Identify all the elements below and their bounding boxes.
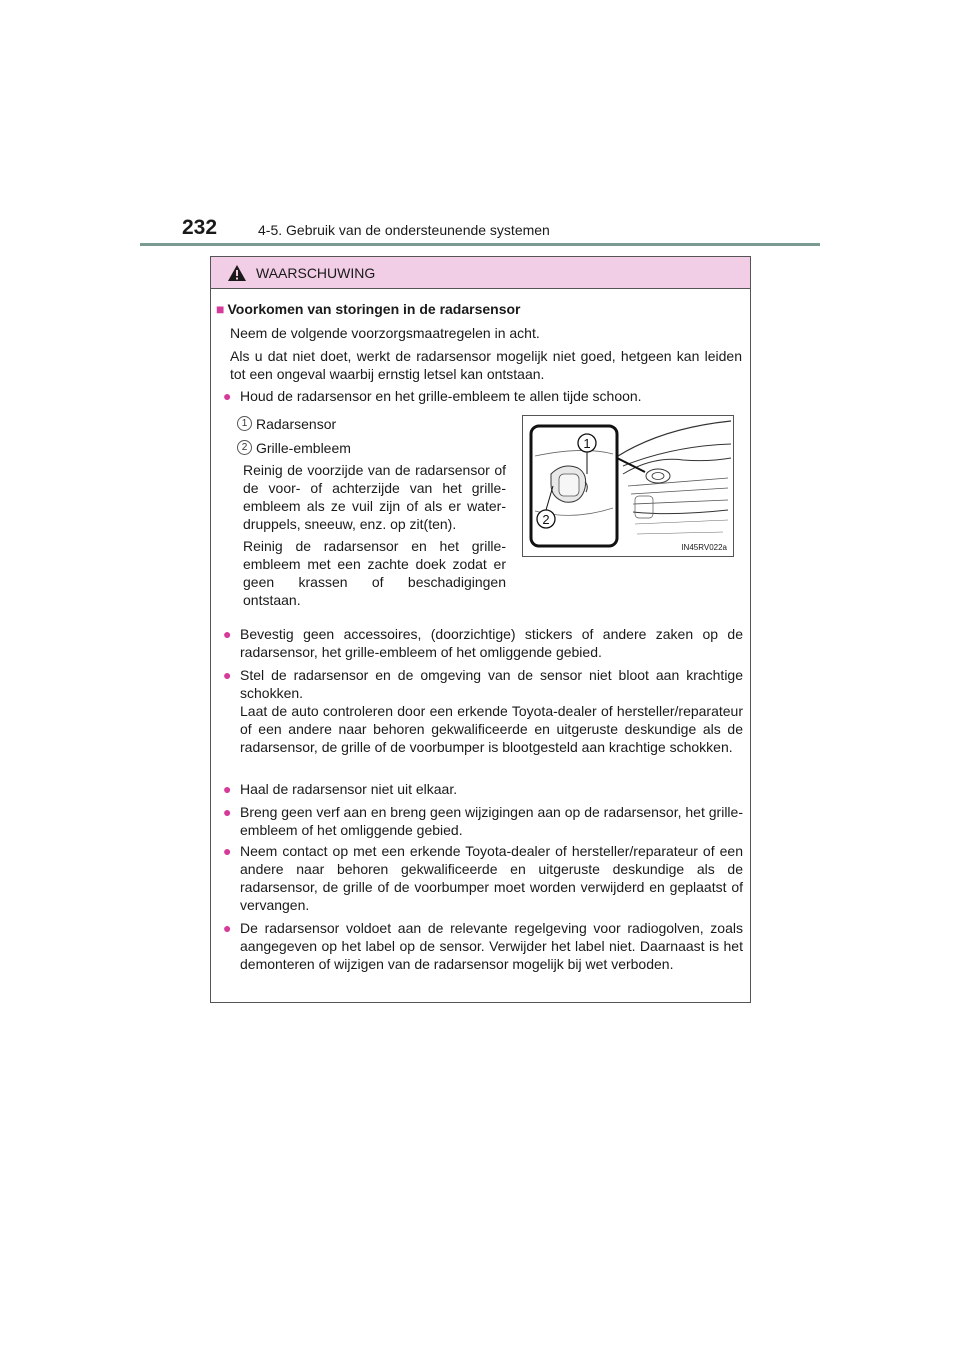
figure-code: IN45RV022a bbox=[681, 543, 727, 552]
callout-label-2: 2 bbox=[542, 512, 550, 527]
car-front-drawing bbox=[523, 416, 733, 556]
bullet-dot-icon: ● bbox=[223, 843, 232, 859]
legend-label: Grille-embleem bbox=[256, 440, 351, 456]
callout-label-1: 1 bbox=[583, 436, 591, 451]
bullet-dot-icon: ● bbox=[223, 920, 232, 936]
warning-header bbox=[211, 257, 750, 289]
square-bullet-icon: ■ bbox=[216, 301, 225, 317]
bullet-dot-icon: ● bbox=[223, 388, 232, 404]
bullet-dot-icon: ● bbox=[223, 667, 232, 683]
section-title: 4-5. Gebruik van de ondersteunende systemen bbox=[258, 222, 550, 238]
bullet-radio-regulations bbox=[223, 919, 743, 973]
bullet-text-extra: Laat de auto controleren door een erkende Toyota-dealer of hersteller/reparateur of een andere naar behoren gekwalificeerde en uitgeruste deskundige als de radarsensor, de grille of de voorbumper is blootgesteld aan krachtige schokken. bbox=[240, 703, 743, 755]
bullet-text: Haal de radarsensor niet uit elkaar. bbox=[240, 781, 458, 797]
bullet-no-disassembly bbox=[223, 780, 743, 798]
bullet-text: Stel de radarsensor en de omgeving van de sensor niet bloot aan krachtige schokken. bbox=[240, 667, 743, 701]
bullet-text: Breng geen verf aan en breng geen wijzigingen aan op de radarsensor, het grille-embleem of het omliggende gebied. bbox=[240, 804, 743, 838]
legend-item-radar-sensor bbox=[237, 415, 336, 433]
bullet-no-accessories bbox=[223, 625, 743, 661]
bullet-dot-icon: ● bbox=[223, 804, 232, 820]
clean-instruction-2: Reinig de radarsensor en het grille-embleem met een zachte doek zodat er geen krassen of beschadigingen ontstaan. bbox=[243, 538, 506, 608]
radar-sensor-illustration bbox=[522, 415, 734, 557]
callout-number: 1 bbox=[237, 416, 252, 431]
callout-number: 2 bbox=[237, 440, 252, 455]
page-number: 232 bbox=[182, 216, 218, 239]
bullet-no-paint bbox=[223, 803, 743, 839]
warning-box bbox=[210, 256, 751, 1003]
warning-title: WAARSCHUWING bbox=[256, 265, 376, 281]
warning-triangle-icon bbox=[227, 264, 247, 282]
bullet-text: De radarsensor voldoet aan de relevante regelgeving voor radiogolven, zoals aangegeven op het label op de sensor. Verwijder het label niet. Daarnaast is het demonteren of wijzigen van de radarsensor mogelijk bij wet verboden. bbox=[240, 920, 743, 972]
bullet-dot-icon: ● bbox=[223, 781, 232, 797]
section-heading bbox=[216, 301, 521, 317]
bullet-text: Bevestig geen accessoires, (doorzichtige) stickers of andere zaken op de radarsensor, het grille-embleem of het omliggende gebied. bbox=[240, 626, 743, 660]
bullet-no-shocks bbox=[223, 666, 743, 756]
intro-paragraph-1: Neem de volgende voorzorgsmaatregelen in acht. bbox=[230, 325, 540, 341]
bullet-clean bbox=[223, 387, 743, 405]
legend-label: Radarsensor bbox=[256, 416, 337, 432]
bullet-text: Houd de radarsensor en het grille-embleem te allen tijde schoon. bbox=[240, 388, 642, 404]
header-rule bbox=[140, 243, 820, 246]
bullet-dot-icon: ● bbox=[223, 626, 232, 642]
bullet-text: Neem contact op met een erkende Toyota-dealer of hersteller/reparateur of een andere naar behoren gekwalificeerde en uitgeruste deskundige als de radarsensor, de grille of de voorbumper moet worden verwijderd en geplaatst of vervangen. bbox=[240, 843, 743, 913]
clean-instruction-1: Reinig de voorzijde van de radarsensor of de voor- of achterzijde van het grille-embleem als ze vuil zijn of als er water-druppels, sneeuw, enz. op zit(ten). bbox=[243, 462, 506, 532]
page-header bbox=[182, 210, 822, 246]
section-heading-text: Voorkomen van storingen in de radarsensor bbox=[227, 301, 521, 317]
bullet-contact-dealer bbox=[223, 842, 743, 914]
intro-paragraph-2: Als u dat niet doet, werkt de radarsensor mogelijk niet goed, hetgeen kan leiden tot een ongeval waarbij ernstig letsel kan ontstaan. bbox=[230, 348, 742, 382]
legend-item-grille-emblem bbox=[237, 439, 351, 457]
